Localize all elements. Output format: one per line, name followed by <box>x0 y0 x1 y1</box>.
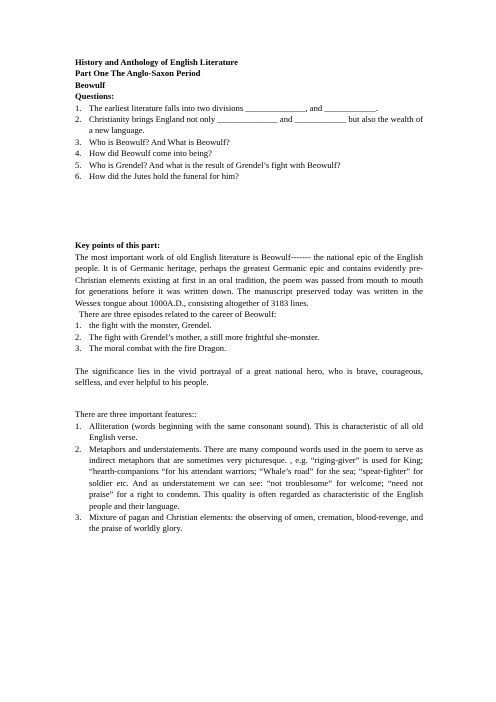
episode-text: The fight with Grendel’s mother, a still more frightful she-monster. <box>89 331 320 342</box>
questions-heading: Questions: <box>75 91 115 102</box>
question-item: 6. How did the Jutes hold the funeral for him? <box>75 171 239 182</box>
feature-item: 2. Metaphors and understatements. There are many compound words used in the poem to serve as indirect metaphors that are sometimes very picturesque. , e.g. “riging-giver” is used for King; “hearth-companions “for his attendant warriors; “Whale’s road” for the sea; “spear-fighter” for soldier etc. And as understatement we can see: “not troublesome” for welcome; “need not praise” for a right to condemn. This quality is often regarded as characteristic of the English people and their language. <box>75 443 423 511</box>
feature-text: Mixture of pagan and Christian elements: the observing of omen, cremation, blood-revenge, and the praise of worldly glory. <box>89 512 423 534</box>
feature-item: 3. Mixture of pagan and Christian elements: the observing of omen, cremation, blood-revenge, and the praise of worldly glory. <box>75 512 423 534</box>
part-heading: Part One The Anglo-Saxon Period <box>75 68 201 79</box>
episode-item: 3. The moral combat with the fire Dragon. <box>75 343 227 354</box>
document-title: History and Anthology of English Literature <box>75 57 238 67</box>
key-points-intro: The most important work of old English literature is Beowulf------- the national epic of the English people. It is of Germanic heritage, perhaps the greatest Germanic epic and contains evidently pre-Christian elements existing at first in an oral tradition, the poem was passed from mouth to mouth for generations before it was written down. The manuscript preserved today was written in the Wessex tongue about 1000A.D., consisting altogether of 3183 lines. <box>75 251 423 308</box>
question-item: 5. Who is Grendel? And what is the result of Grendel’s fight with Beowulf? <box>75 159 341 170</box>
question-item: 2. Christianity brings England not only ______________ and ____________ but also the wealth of a new language. <box>75 114 423 136</box>
work-heading: Beowulf <box>75 79 106 90</box>
question-item: 3. Who is Beowulf? And What is Beowulf? <box>75 136 230 147</box>
episode-item: 2. The fight with Grendel’s mother, a still more frightful she-monster. <box>75 331 320 342</box>
question-text: How did Beowulf come into being? <box>89 148 212 159</box>
feature-text: Metaphors and understatements. There are many compound words used in the poem to serve as indirect metaphors that are sometimes very picturesque. , e.g. “riging-giver” is used for King; “hearth-companions “for his attendant warriors; “Whale’s road” for the sea; “spear-fighter” for soldier etc. And as understatement we can see: “not troublesome” for welcome; “need not praise” for a right to condemn. This quality is often regarded as characteristic of the English people and their language. <box>89 443 423 511</box>
episode-text: The moral combat with the fire Dragon. <box>89 343 227 354</box>
features-list <box>75 421 423 535</box>
document-body <box>75 57 423 535</box>
episodes-list <box>75 320 423 354</box>
question-item: 4. How did Beowulf come into being? <box>75 148 212 159</box>
feature-text: Alliteration (words beginning with the same consonant sound). This is characteristic of all old English verse. <box>89 420 423 443</box>
question-text: Who is Beowulf? And What is Beowulf? <box>89 136 230 147</box>
significance-paragraph: The significance lies in the vivid portrayal of a great national hero, who is brave, courageous, selfless, and ever helpful to his people. <box>75 365 423 387</box>
feature-item: 1. Alliteration (words beginning with the same consonant sound). This is characteristic of all old English verse. <box>75 420 423 443</box>
question-text: Who is Grendel? And what is the result of Grendel’s fight with Beowulf? <box>89 159 341 170</box>
questions-list <box>75 103 423 183</box>
question-text: The earliest literature falls into two divisions ______________, and ____________. <box>89 102 379 113</box>
question-item: 1. The earliest literature falls into two divisions ______________, and ____________. <box>75 102 379 113</box>
question-text: Christianity brings England not only ______________ and ____________ but also the wealth of a new language. <box>89 114 423 136</box>
episodes-intro: There are three episodes related to the career of Beowulf: <box>79 308 277 319</box>
episode-item: 1. the fight with the monster, Grendel. <box>75 320 212 331</box>
question-text: How did the Jutes hold the funeral for him? <box>89 171 239 182</box>
features-intro: There are three important features:: <box>75 409 197 420</box>
key-points-heading: Key points of this part: <box>75 240 160 251</box>
episode-text: the fight with the monster, Grendel. <box>89 320 212 331</box>
